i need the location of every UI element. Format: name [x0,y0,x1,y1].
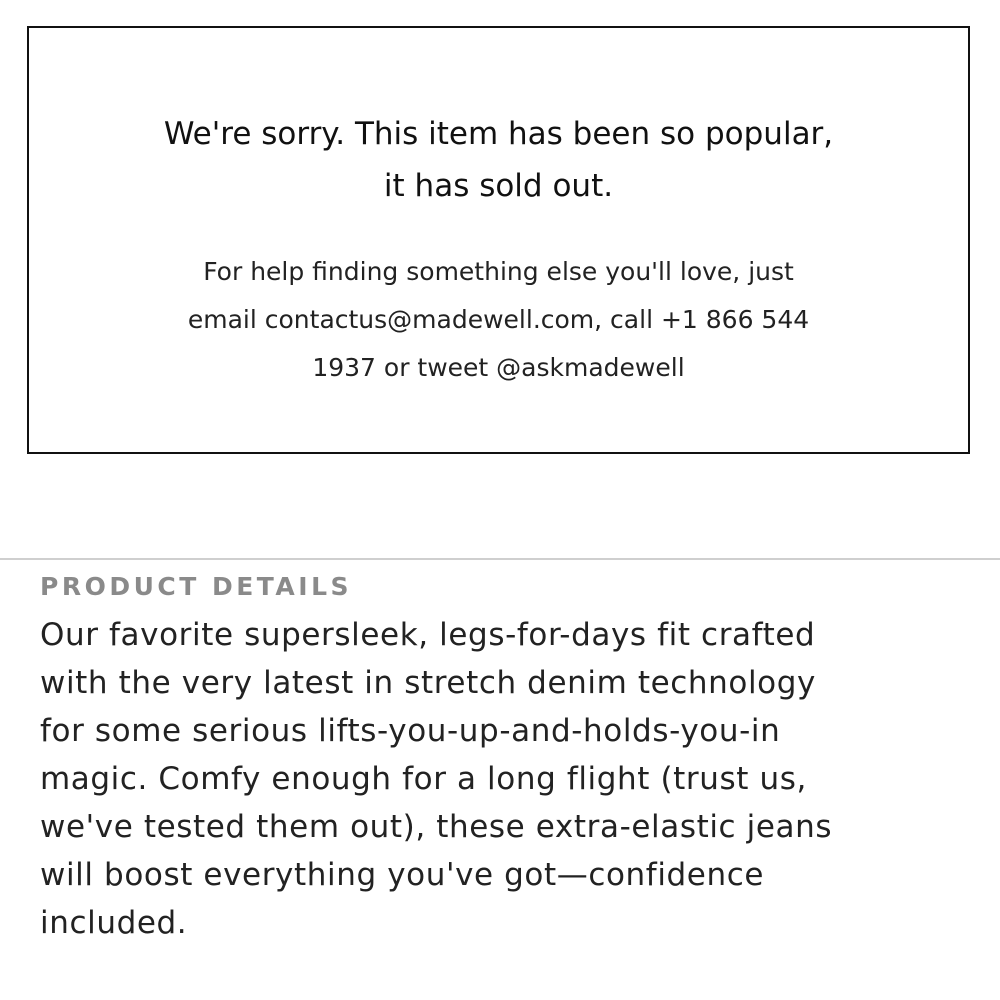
product-details-description [40,611,980,947]
description-line: for some serious lifts-you-up-and-holds-you-in [40,713,781,749]
sold-out-headline-line: We're sorry. This item has been so popular, [163,116,834,152]
description-line: will boost everything you've got—confidence [40,857,765,893]
sold-out-headline-line: it has sold out. [383,168,614,204]
help-text-line: For help finding something else you'll love, just [203,257,794,286]
description-line: we've tested them out), these extra-elastic jeans [40,809,833,845]
description-line: with the very latest in stretch denim technology [40,665,816,701]
description-line: magic. Comfy enough for a long flight (trust us, [40,761,807,797]
section-divider [0,558,1000,560]
help-text-line: 1937 or tweet @askmadewell [312,353,685,382]
sold-out-notice [27,26,970,454]
product-details-heading: PRODUCT DETAILS [40,572,353,601]
sold-out-headline [29,108,968,212]
description-line: Our favorite supersleek, legs-for-days fit crafted [40,617,816,653]
help-text-line: email contactus@madewell.com, call +1 866 544 [187,305,810,334]
description-line: included. [40,905,188,941]
sold-out-help-text [29,248,968,392]
